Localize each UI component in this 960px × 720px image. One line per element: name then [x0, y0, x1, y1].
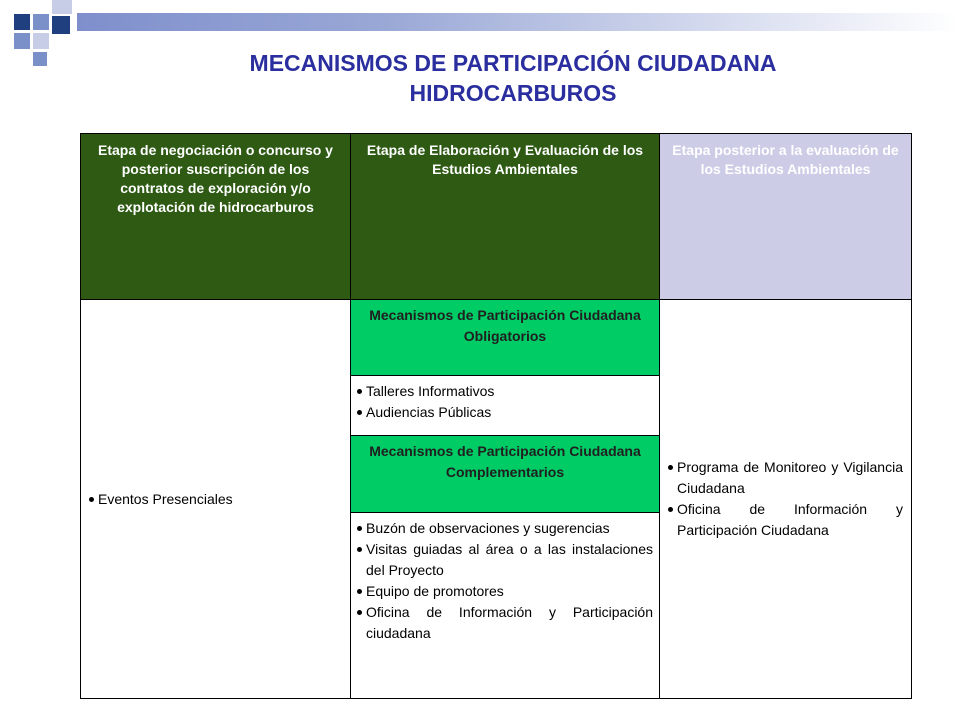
list-item: Eventos Presenciales [89, 489, 342, 510]
header-negotiation-stage: Etapa de negociación o concurso y posterior suscripción de los contratos de exploración y/o explotación de hidrocarburos [81, 134, 351, 300]
corner-square-1 [14, 14, 30, 30]
mandatory-mechanisms-title: Mecanismos de Participación Ciudadana Obligatorios [351, 300, 660, 376]
negotiation-mechanisms-list [89, 489, 342, 510]
corner-square-2 [33, 14, 49, 30]
page-title-line-1: MECANISMOS DE PARTICIPACIÓN CIUDADANA [249, 50, 777, 76]
list-item: Talleres Informativos [357, 381, 653, 402]
mandatory-mechanisms-cell [351, 376, 660, 436]
post-evaluation-mechanisms-list [668, 457, 903, 541]
corner-square-3 [52, 0, 72, 14]
mechanisms-table [80, 133, 912, 699]
list-item: Visitas guiadas al área o a las instalaciones del Proyecto [357, 539, 653, 581]
complementary-mechanisms-title: Mecanismos de Participación Ciudadana Complementarios [351, 436, 660, 513]
list-item: Buzón de observaciones y sugerencias [357, 518, 653, 539]
corner-square-4 [52, 16, 70, 34]
list-item: Equipo de promotores [357, 581, 653, 602]
negotiation-mechanisms-cell [81, 300, 351, 699]
corner-square-6 [33, 33, 49, 49]
list-item: Programa de Monitoreo y Vigilancia Ciudadana [668, 457, 903, 499]
list-item: Oficina de Información y Participación ciudadana [357, 602, 653, 644]
header-post-evaluation-stage: Etapa posterior a la evaluación de los Estudios Ambientales [660, 134, 912, 300]
list-item: Oficina de Información y Participación Ciudadana [668, 499, 903, 541]
mandatory-mechanisms-list [357, 381, 653, 423]
header-gradient-bar [77, 13, 960, 31]
complementary-mechanisms-list [357, 518, 653, 644]
corner-square-7 [33, 52, 47, 66]
list-item: Audiencias Públicas [357, 402, 653, 423]
complementary-mechanisms-cell [351, 513, 660, 699]
post-evaluation-mechanisms-cell [660, 300, 912, 699]
header-elaboration-stage: Etapa de Elaboración y Evaluación de los Estudios Ambientales [351, 134, 660, 300]
page-title-line-2: HIDROCARBUROS [409, 80, 617, 106]
corner-square-5 [14, 33, 30, 49]
page-title [130, 48, 896, 108]
